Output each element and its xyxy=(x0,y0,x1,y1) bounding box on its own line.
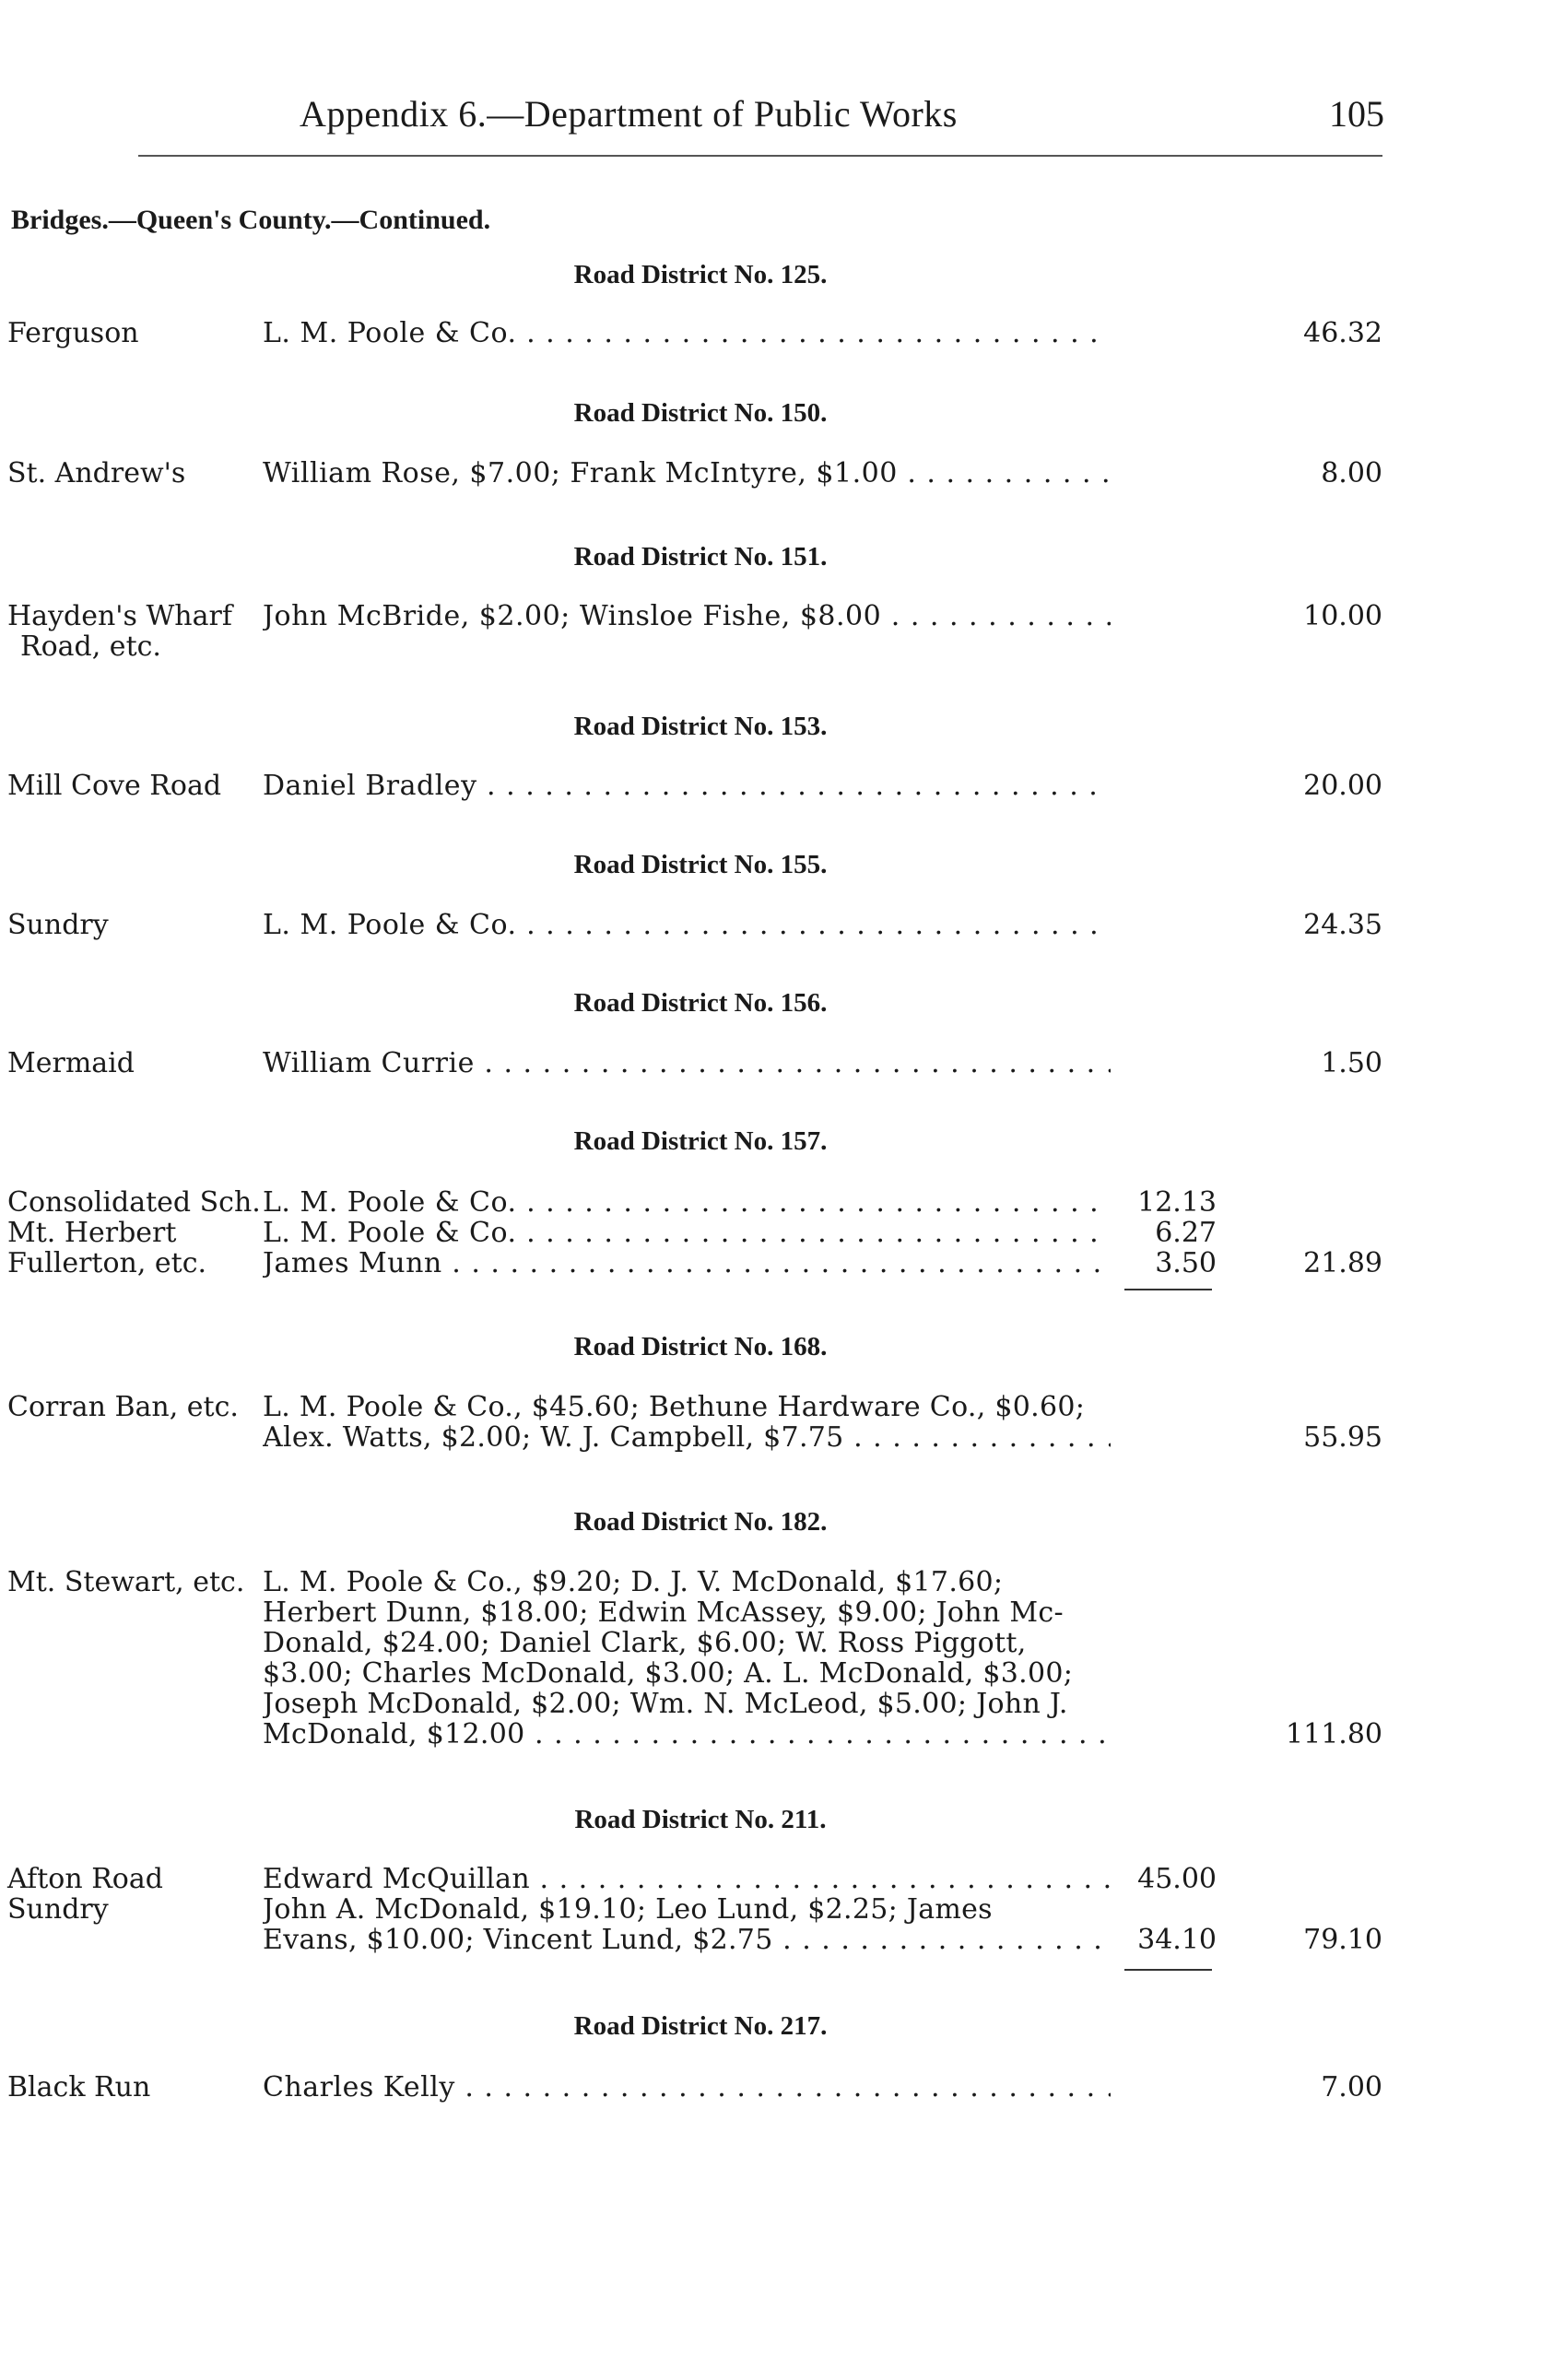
sub-amount: 6.27 xyxy=(1155,1217,1217,1249)
district-title: Road District No. 125. xyxy=(573,260,828,289)
total-amount: 10.00 xyxy=(1303,600,1382,632)
sub-amount: 34.10 xyxy=(1137,1924,1217,1956)
header-title: Appendix 6.—Department of Public Works xyxy=(300,93,958,135)
location-line: Road, etc. xyxy=(20,630,161,663)
payee-line: Alex. Watts, $2.00; W. J. Campbell, $7.75 . . . xyxy=(263,1422,1111,1453)
district-title: Road District No. 211. xyxy=(574,1805,827,1834)
district-title: Road District No. 217. xyxy=(573,2011,828,2041)
payee xyxy=(263,1567,1111,1750)
payee xyxy=(263,2072,1111,2103)
payee-text: John McBride, $2.00; Winsloe Fishe, $8.00 . . . xyxy=(263,601,1111,631)
payee-text: L. M. Poole & Co. . . . xyxy=(263,1218,1111,1248)
payee-line: $3.00; Charles McDonald, $3.00; A. L. McDonald, $3.00; xyxy=(263,1658,1074,1689)
payee xyxy=(263,1248,1111,1278)
district-title: Road District No. 150. xyxy=(573,398,828,428)
payee-text: William Currie . . . xyxy=(263,1048,1111,1078)
payee xyxy=(263,1392,1111,1453)
district-title: Road District No. 168. xyxy=(573,1332,828,1361)
district-title: Road District No. 157. xyxy=(573,1126,828,1156)
location: Sundry xyxy=(7,909,109,941)
total-amount: 46.32 xyxy=(1303,317,1382,349)
location: Mermaid xyxy=(7,1047,135,1079)
payee-line: Joseph McDonald, $2.00; Wm. N. McLeod, $5.00; John J. xyxy=(263,1689,1068,1719)
total-amount: 7.00 xyxy=(1321,2071,1382,2103)
payee xyxy=(263,601,1111,631)
location: St. Andrew's xyxy=(7,457,186,489)
location: Ferguson xyxy=(7,317,139,349)
payee-line: L. M. Poole & Co., $9.20; D. J. V. McDonald, $17.60; xyxy=(263,1567,1004,1597)
payee-text: William Rose, $7.00; Frank McIntyre, $1.00 . . . xyxy=(263,458,1111,489)
payee-text: Charles Kelly . . . xyxy=(263,2072,1111,2103)
payee-text: James Munn . . . xyxy=(263,1248,1111,1278)
location: Consolidated Sch. xyxy=(7,1186,261,1219)
payee-text: L. M. Poole & Co. . . . xyxy=(263,1187,1111,1218)
total-amount: 111.80 xyxy=(1286,1718,1382,1750)
district-title: Road District No. 151. xyxy=(573,542,828,571)
total-amount: 20.00 xyxy=(1303,770,1382,802)
payee-line: Evans, $10.00; Vincent Lund, $2.75 . . . xyxy=(263,1925,1111,1955)
payee-line: John A. McDonald, $19.10; Leo Lund, $2.25; James xyxy=(263,1894,993,1925)
payee xyxy=(263,910,1111,940)
payee-line: Herbert Dunn, $18.00; Edwin McAssey, $9.00; John Mc- xyxy=(263,1597,1064,1628)
subtotal-rule xyxy=(1124,1289,1212,1290)
total-amount: 8.00 xyxy=(1321,457,1382,489)
sub-amount: 12.13 xyxy=(1137,1186,1217,1219)
payee xyxy=(263,318,1111,348)
payee xyxy=(263,1187,1111,1218)
payee-line: L. M. Poole & Co., $45.60; Bethune Hardware Co., $0.60; xyxy=(263,1392,1086,1422)
location-line: Hayden's Wharf xyxy=(7,600,232,632)
location: Black Run xyxy=(7,2071,151,2103)
district-title: Road District No. 156. xyxy=(573,988,828,1018)
payee xyxy=(263,458,1111,489)
sub-amount: 3.50 xyxy=(1155,1247,1217,1279)
payee xyxy=(263,1894,1111,1955)
payee-line: Edward McQuillan . . . xyxy=(263,1864,1111,1894)
payee-text: L. M. Poole & Co. . . . xyxy=(263,910,1111,940)
sub-amount: 45.00 xyxy=(1137,1863,1217,1895)
page-header xyxy=(0,92,1541,147)
location: Fullerton, etc. xyxy=(7,1247,207,1279)
district-title: Road District No. 153. xyxy=(573,712,828,741)
payee-line: Donald, $24.00; Daniel Clark, $6.00; W. Ross Piggott, xyxy=(263,1628,1027,1658)
total-amount: 79.10 xyxy=(1303,1924,1382,1956)
total-amount: 24.35 xyxy=(1303,909,1382,941)
total-amount: 55.95 xyxy=(1303,1421,1382,1454)
total-amount: 1.50 xyxy=(1321,1047,1382,1079)
header-rule xyxy=(138,155,1382,157)
payee-text: L. M. Poole & Co. . . . xyxy=(263,318,1111,348)
location: Mill Cove Road xyxy=(7,770,222,802)
section-title: Bridges.—Queen's County.—Continued. xyxy=(11,205,491,235)
payee xyxy=(263,1864,1111,1894)
location: Mt. Stewart, etc. xyxy=(7,1566,245,1598)
payee xyxy=(263,771,1111,801)
page-number: 105 xyxy=(1329,93,1384,135)
payee xyxy=(263,1048,1111,1078)
payee-text: Daniel Bradley . . . xyxy=(263,771,1111,801)
location: Mt. Herbert xyxy=(7,1217,177,1249)
payee-line: McDonald, $12.00 . . . xyxy=(263,1719,1111,1750)
total-amount: 21.89 xyxy=(1303,1247,1382,1279)
district-title: Road District No. 155. xyxy=(573,850,828,879)
location: Afton Road xyxy=(7,1863,163,1895)
location: Corran Ban, etc. xyxy=(7,1391,239,1423)
location xyxy=(7,601,232,662)
district-title: Road District No. 182. xyxy=(573,1507,828,1537)
subtotal-rule xyxy=(1124,1969,1212,1971)
location: Sundry xyxy=(7,1893,109,1926)
payee xyxy=(263,1218,1111,1248)
